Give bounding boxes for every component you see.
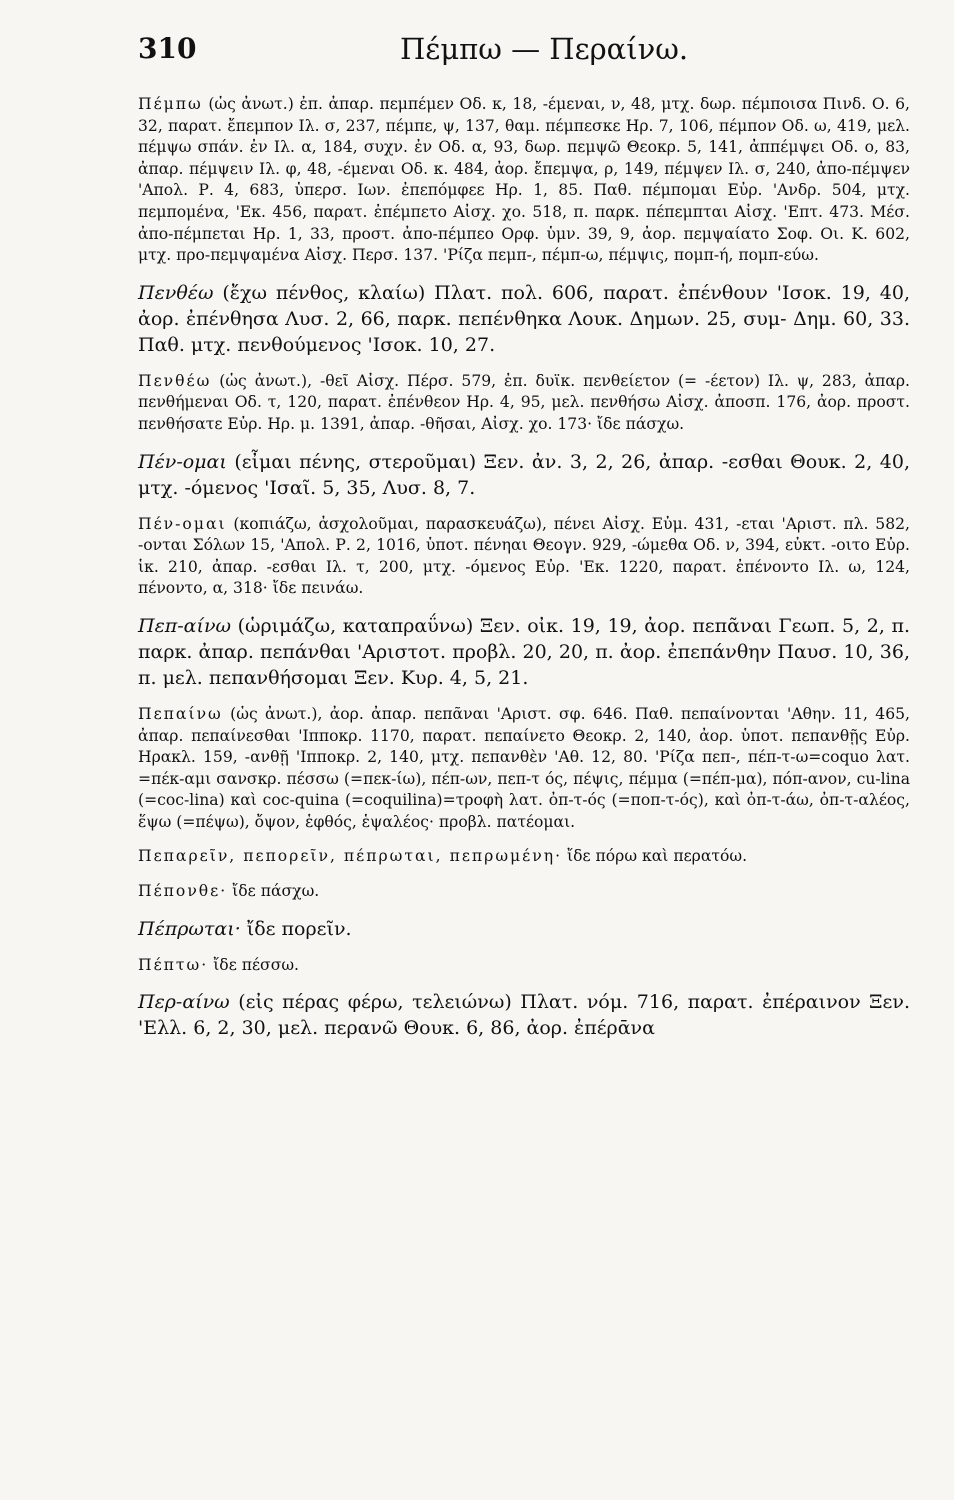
entry-text: (ὡς ἀνωτ.), -θεῖ Αἰσχ. Πέρσ. 579, ἐπ. δυϊκ. πενθείετον (= -έετον) Ιλ. ψ, 283, ἀπαρ. πενθήμεναι Οδ. τ, 120, παρατ. ἐπένθεον Ηρ. 4, 95, μελ. πενθήσω Αἰσχ. ἀποσπ. 176, ἀορ. προστ. πενθήσατε Εὐρ. Ηρ. μ. 1391, ἀπαρ. -θῆσαι, Αἰσχ. χο. 173· ἴδε πάσχω. [138, 371, 910, 433]
entry-headword: Πέπονθε· [138, 882, 228, 901]
entry-pentheo-attic [138, 280, 910, 358]
entry-text: (εἶμαι πένης, στεροῦμαι) Ξεν. ἀν. 3, 2, 26, ἀπαρ. -εσθαι Θουκ. 2, 40, μτχ. -όμενος 'Ισαῖ. 5, 35, Λυσ. 8, 7. [138, 450, 910, 499]
entry-peparein [138, 846, 910, 868]
entry-headword: Πενθέω [138, 371, 212, 390]
entry-text: (ἔχω πένθος, κλαίω) Πλατ. πολ. 606, παρατ. ἐπένθουν 'Ισοκ. 19, 40, ἀορ. ἐπένθησα Λυσ. 2, 66, παρκ. πεπένθηκα Λουκ. Δημων. 25, συμ- Δημ. 60, 33. Παθ. μτχ. πενθούμενος 'Ισοκ. 10, 27. [138, 281, 910, 356]
entry-headword: Πενθέω [138, 281, 214, 304]
entry-pepaino-epic [138, 704, 910, 834]
entry-text: (ὡριμάζω, καταπραΰνω) Ξεν. οἰκ. 19, 19, ἀορ. πεπᾶναι Γεωπ. 5, 2, π. παρκ. ἀπαρ. πεπάνθαι 'Αριστοτ. προβλ. 20, 20, π. ἀορ. ἐπεπάνθην Παυσ. 10, 36, π. μελ. πεπανθήσομαι Ξεν. Κυρ. 4, 5, 21. [138, 614, 910, 689]
entry-text: ἴδε πέσσω. [208, 955, 300, 974]
entry-peraino [138, 989, 910, 1041]
entry-headword: Πεπαίνω [138, 704, 223, 723]
entry-text: ἴδε πάσχω. [227, 882, 320, 901]
entry-headword: Πεπαρεῖν, πεπορεῖν, πέπρωται, πεπρωμένη· [138, 847, 563, 866]
entry-text: (ὡς ἀνωτ.), ἀορ. ἀπαρ. πεπᾶναι 'Αριστ. σφ. 646. Παθ. πεπαίνονται 'Αθην. 11, 465, ἀπαρ. πεπαίνεσθαι 'Ιπποκρ. 1170, παρατ. πεπαίνετο Θεοκρ. 2, 140, ἀορ. ὑποτ. πεπανθῇς Εὐρ. Ηρακλ. 159, -ανθῇ 'Ιπποκρ. 2, 140, μτχ. πεπανθὲν 'Αθ. 12, 80. 'Ρίζα πεπ-, πέπ-τ-ω=coquo λατ. =πέκ-αμι σανσκρ. πέσσω (=πεκ-ίω), πέπ-ων, πεπ-τ ός, πέψις, πέμμα (=πέπ-μα), πόπ-ανον, cu-lina (=coc-lina) καὶ coc-quina (=coquilina)=τροφὴ λατ. ὀπ-τ-ός (=ποπ-τ-ός), καὶ ὀπ-τ-άω, ὀπ-τ-αλέος, ἕψω (=πέψω), ὄψον, ἑφθός, ἑψαλέος· προβλ. πατέομαι. [138, 704, 910, 831]
entry-pentheo-epic [138, 371, 910, 436]
entry-text: ἴδε πορεῖν. [240, 917, 352, 940]
entry-text: (εἰς πέρας φέρω, τελειώνω) Πλατ. νόμ. 716, παρατ. ἐπέραινον Ξεν. 'Ελλ. 6, 2, 30, μελ. περανῶ Θουκ. 6, 86, ἀορ. ἐπέρᾱνα [138, 991, 910, 1040]
entry-text: (ὡς ἀνωτ.) ἐπ. ἀπαρ. πεμπέμεν Οδ. κ, 18, -έμεναι, ν, 48, μτχ. δωρ. πέμποισα Πινδ. Ο. 6, 32, παρατ. ἔπεμπον Ιλ. σ, 237, πέμπε, ψ, 137, θαμ. πέμπεσκε Ηρ. 7, 106, πέμπον Οδ. ω, 419, μελ. πέμψω σπάν. ἐν Ιλ. α, 184, συχν. ἐν Οδ. α, 93, δωρ. πεμψῶ Θεοκρ. 5, 141, ἀππέμψει Οδ. ο, 83, ἀπαρ. πέμψειν Ιλ. φ, 48, -έμεναι Οδ. κ. 484, ἀορ. ἔπεμψα, ρ, 149, πέμψεν Ιλ. σ, 240, ἀπο-πέμψεν 'Απολ. Ρ. 4, 683, ὑπερσ. Ιων. ἐπεπόμφεε Ηρ. 1, 85. Παθ. πέμπομαι Εὐρ. 'Ανδρ. 504, μτχ. πεμπομένα, 'Εκ. 456, παρατ. ἐπέμπετο Αἰσχ. χο. 518, π. παρκ. πέπεμπται Αἰσχ. 'Επτ. 473. Μέσ. ἀπο-πέμπεται Ηρ. 1, 33, προστ. ἀπο-πέμπεο Ορφ. ὑμν. 39, 9, ἀορ. πεμψαίατο Σοφ. Οι. Κ. 602, μτχ. προ-πεμψαμένα Αἰσχ. Περσ. 137. 'Ρίζα πεμπ-, πέμπ-ω, πέμψις, πομπ-ή, πομπ-εύω. [138, 95, 910, 265]
running-title: Πέμπω — Περαίνω. [400, 32, 689, 66]
page-header [138, 32, 918, 76]
entry-headword: Πέπρωται· [138, 917, 241, 940]
entry-headword: Πέπτω· [138, 955, 209, 974]
entries-column [138, 94, 910, 1054]
entry-pepto [138, 955, 910, 977]
entry-headword: Πεπ-αίνω [138, 614, 231, 637]
entry-pempo [138, 94, 910, 267]
entry-peprotai [138, 916, 910, 942]
entry-headword: Περ-αίνω [138, 991, 230, 1014]
entry-text: ἴδε πόρω καὶ περατόω. [562, 847, 748, 866]
entry-headword: Πέμπω [138, 95, 203, 113]
entry-pepaino-attic [138, 613, 910, 691]
entry-headword: Πέν-ομαι [138, 450, 227, 473]
entry-headword: Πέν-ομαι [138, 514, 227, 533]
entry-penomai-attic [138, 449, 910, 501]
entry-text: (κοπιάζω, ἀσχολοῦμαι, παρασκευάζω), πένει Αἰσχ. Εὐμ. 431, -εται 'Αριστ. πλ. 582, -ονται Σόλων 15, 'Απολ. Ρ. 2, 1016, ὑποτ. πένηαι Θεογν. 929, -ώμεθα Οδ. ν, 394, εὐκτ. -οιτο Εὐρ. ἱκ. 210, ἀπαρ. -εσθαι Ιλ. τ, 200, μτχ. -όμενος Εὐρ. 'Εκ. 1220, παρατ. ἐπένοντο Ιλ. ω, 124, πένοντο, α, 318· ἴδε πεινάω. [138, 514, 910, 598]
entry-penomai-epic [138, 514, 910, 600]
entry-peponthe [138, 881, 910, 903]
page-number: 310 [138, 32, 197, 65]
